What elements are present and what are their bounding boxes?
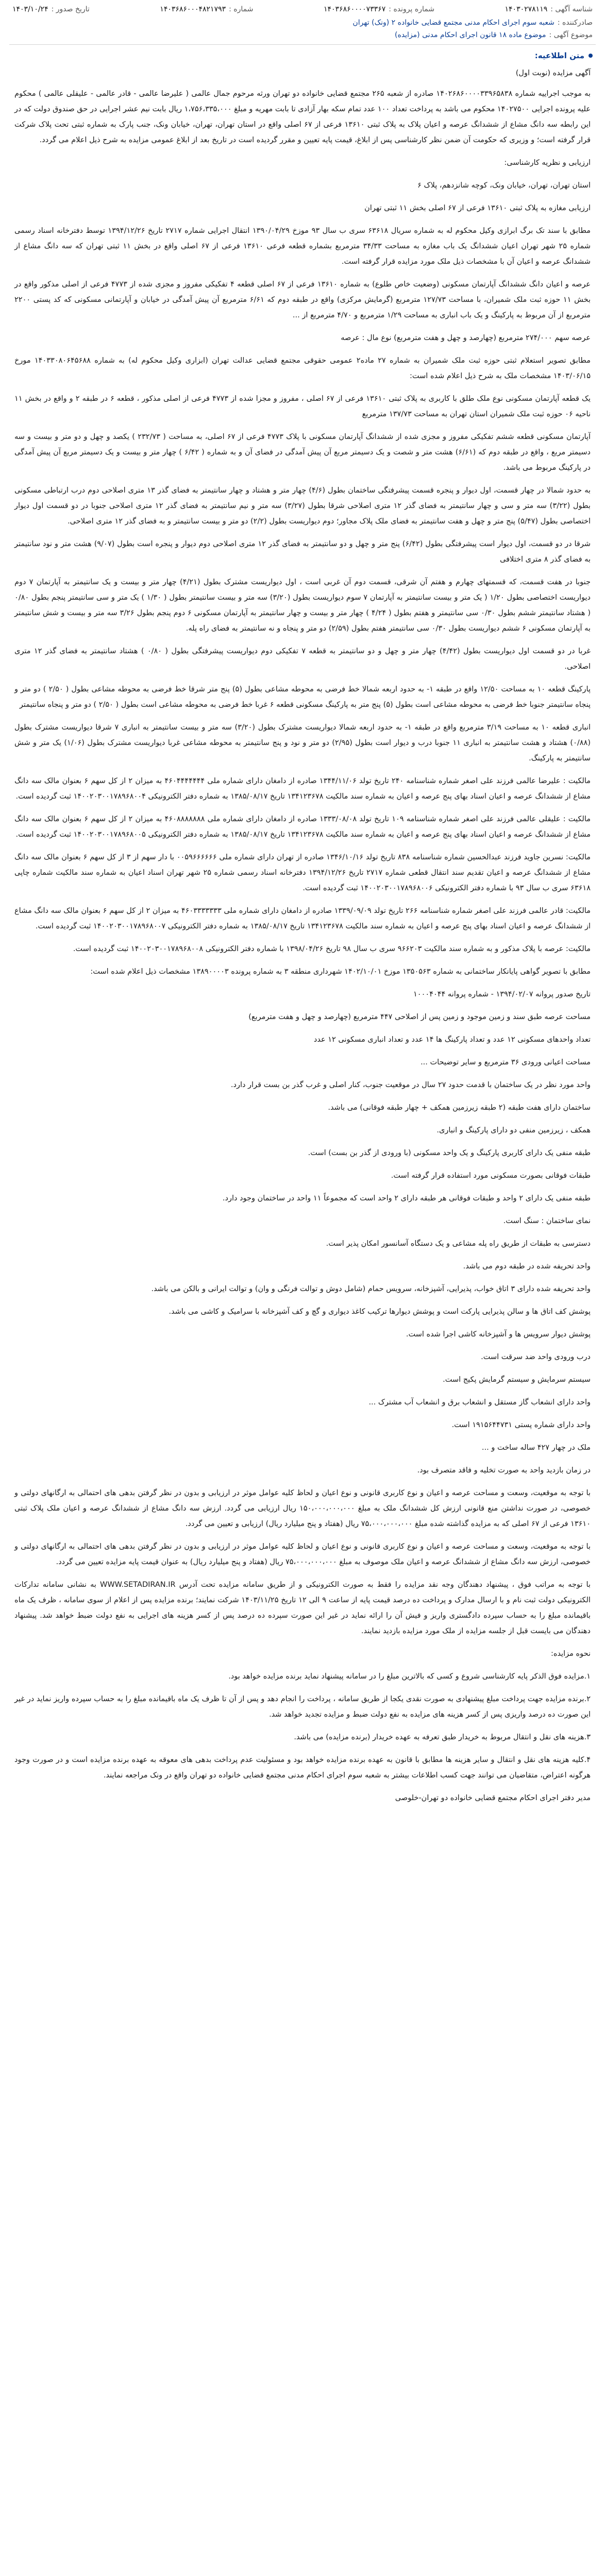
notice-id-label: شناسه آگهی :: [550, 5, 593, 13]
bullet-icon: [589, 54, 593, 58]
body-paragraph: واحد تحریفه شده در طبقه دوم می باشد.: [463, 1262, 591, 1270]
body-paragraph: طبقات فوقانی بصورت مسکونی مورد استفاده قرار گرفته است.: [391, 1172, 591, 1180]
body-paragraph: ملک در چهار ۴۲۷ ساله ساخت و ...: [481, 1444, 591, 1452]
body-paragraph: ساختمان دارای هفت طبقه (۲ طبقه زیرزمین همکف + چهار طبقه فوقانی) می باشد.: [328, 1104, 591, 1112]
ref-id-value: ۱۴۰۳۶۸۶۰۰۰۴۸۲۱۷۹۳: [160, 5, 226, 13]
body-paragraph: استان تهران، تهران، خیابان ونک، کوچه شانزدهم، پلاک ۶: [417, 181, 591, 190]
body-paragraph: تاریخ صدور پروانه ۱۳۹۴/۰۲/۰۷ - شماره پروانه ۱۰۰۰۴۰۴۴: [413, 990, 591, 998]
subject-row: [0, 29, 605, 41]
body-paragraph: مالکیت : علیقلی عالمی فرزند علی اصغر شماره شناسنامه ۱۰۹ تاریخ تولد ۱۳۳۳/۰۸/۰۸ صادره از دامغان دارای شماره ملی ۴۶۰۸۸۸۸۸۸۸ به میزان ۲ از کل سهم ۶ بعنوان مالک سه دانگ مشاع از ششدانگ عرصه و اعیان اسناد بهای پنج عرصه و اعیان به شماره سند مالکیت ۱۳۴۱۲۳۶۷۸ تاریخ ۱۳۸۵/۰۸/۱۷ به شماره دفتر الکترونیکی ۱۴۰۰۲۰۳۰۰۱۷۸۹۶۸۰۰۵ ثبت گردیده است.: [14, 815, 591, 839]
body-paragraph: مالکیت: قادر عالمی فرزند علی اصغر شماره شناسنامه ۲۶۶ تاریخ تولد ۱۳۳۹/۰۹/۰۹ صادره از دامغان دارای شماره ملی ۴۶۰۳۳۳۳۳۳۳ به میزان ۲ از کل سهم ۶ بعنوان مالک سه دانگ مشاع از ششدانگ عرصه و اعیان اسناد بهای پنج عرصه و اعیان به شماره سند مالکیت ۱۳۴۱۲۳۶۷۸ تاریخ ۱۳۸۵/۰۸/۱۷ به شماره دفتر الکترونیکی ۱۴۰۰۲۰۳۰۰۱۷۸۹۶۸۰۰۷ ثبت گردیده است.: [14, 907, 591, 930]
body-paragraph: در زمان بازدید واحد به صورت تخلیه و فاقد متصرف بود.: [417, 1466, 591, 1475]
authority-label: صادرکننده :: [557, 19, 593, 27]
body-paragraph: غربا در دو قسمت اول دیواریست بطول (۴/۴۲) چهار متر و چهل و دو سانتیمتر به قطعه ۷ تفکیکی دوم دیواریست پیشرفتگی بطول ( ۰/۸۰ ) هشتاد سانتیمتر به فضای گذر ۱۲ متری اصلاحی.: [14, 647, 591, 671]
body-paragraph: با توجه به موقعیت، وسعت و مساحت عرصه و اعیان و نوع کاربری قانونی و نوع اعیان و لحاظ کلیه عوامل موثر در ارزیابی و بدون در نظر گرفتن بدهی های احتمالی به ارگانهای دولتی و خصوصی، در صورت نداشتن منع قانونی ارزش کل ششدانگ ملک به مبلغ ۱۵۰،۰۰۰،۰۰۰،۰۰۰ ریال ارزیابی می گردد. ارزش سه دانگ مشاع از ششدانگ عرصه و اعیان ملک پلاک ثبتی ۱۳۶۱۰ فرعی از ۶۷ اصلی که به مزایده گذاشته شده مبلغ ۷۵،۰۰۰،۰۰۰،۰۰۰ ریال (هفتاد و پنج میلیارد ریال) ارزیابی و تعیین می گردد.: [14, 1489, 591, 1528]
body-paragraph: مساحت اعیانی ورودی ۳۶ مترمربع و سایر توضیحات ...: [421, 1058, 591, 1066]
body-paragraph: مطابق با تصویر گواهی پایانکار ساختمانی به شماره ۱۳۵۰۵۶۳ موزخ ۱۴۰۲/۱۰/۰۱ شهرداری منطقه ۳ به شماره پرونده ۱۳۸۹۰۰۰۰۳ مشخصات ذیل اعلام شده است:: [90, 968, 591, 976]
ref-id-label: شماره :: [229, 5, 254, 13]
body-paragraph: مساحت عرصه طبق سند و زمین موجود و زمین پس از اصلاحی ۴۴۷ مترمربع (چهارصد و چهل و هفت مترمربع): [248, 1013, 591, 1021]
file-id-label: شماره پرونده :: [389, 5, 435, 13]
body-paragraph: ارزیابی و نظریه کارشناسی:: [504, 159, 591, 167]
section-title: [0, 48, 605, 65]
body-paragraph: مالکیت: نسرین جاوید فرزند عبدالحسین شماره شناسنامه ۸۳۸ تاریخ تولد ۱۳۴۶/۱۰/۱۶ صادره از تهران دارای شماره ملی ۰۰۵۹۶۶۶۶۶۶ با دار سهم از ۳ از کل سهم ۶ بعنوان مالک سه دانگ مشاع از ششدانگ عرصه و اعیان تقدیم سند انتقال قطعی شماره ۲۷۱۷ تاریخ ۱۳۹۴/۱۲/۲۶ دفترخانه اسناد رسمی شماره ۲۵ شهر تهران اسناد اعیان به شماره سند مالکیت شماره چاپی ۶۳۶۱۸ سری ب سال ۹۳ با شماره دفتر الکترونیکی ۱۴۰۰۲۰۳۰۰۱۷۸۹۶۸۰۰۶ ثبت گردیده است.: [14, 853, 591, 892]
body-paragraph: واحد دارای انشعاب گاز مستقل و انشعاب برق و انشعاب آب مشترک ...: [368, 1398, 591, 1406]
body-paragraph: با توجه به مراتب فوق ، پیشنهاد دهندگان وجه نقد مزایده را فقط به صورت الکترونیکی و از طریق سامانه مزایده تحت آدرس WWW.SETADIRAN.IR به نشانی سامانه تدارکات الکترونیکی دولت ثبت نام و با ارسال مدارک و پرداخت ده درصد قیمت پایه از ساعت ۹ الی ۱۲ تاریخ ۱۴۰۳/۱۱/۲۵ شرکت نمایند؛ برنده مزایده پس از اعلام از سوی سامانه ، ظرف یک ماه باقیمانده مبلغ را به حساب سپرده دادگستری واریز و فیش آن را ارائه نماید در غیر این صورت سپرده ده درصد پس از کسر هزینه های اجرایی به نفع دولت ضبط خواهد شد. پیشنهاد دهندگان می بایست قبل از جلسه مزایده از ملک مورد مزایده بازدید نمایند.: [14, 1581, 591, 1635]
issue-date-value: ۱۴۰۳/۱۰/۲۴: [12, 5, 48, 13]
body-paragraph: ۴.کلیه هزینه های نقل و انتقال و سایر هزینه ها مطابق با قانون به عهده برنده مزایده خواهد بود و مسئولیت عدم پرداخت بدهی های معوقه به عهده برنده مزایده است و در صورت وجود هرگونه اعتراض، متقاضیان می توانند جهت کسب اطلاعات بیشتر به شعبه سوم اجرای احکام مدنی مجتمع قضایی خانواده دو تهران واقع در ونک مراجعه نمایند.: [14, 1756, 591, 1780]
body-paragraph: با توجه به موقعیت، وسعت و مساحت عرصه و اعیان و نوع کاربری قانونی و نوع اعیان و لحاظ کلیه عوامل موثر در ارزیابی و بدون در نظر گرفتن بدهی های احتمالی به ارگانهای دولتی و خصوصی، ارزش سه دانگ مشاع از ششدانگ عرصه و اعیان ملک موصوف به مبلغ ۷۵،۰۰۰،۰۰۰،۰۰۰ ریال (هفتاد و پنج میلیارد ریال) به عنوان قیمت پایه مزایده تعیین می گردد.: [14, 1543, 591, 1566]
body-paragraph: ۲.برنده مزایده جهت پرداخت مبلغ پیشنهادی به صورت نقدی یکجا از طریق سامانه ، پرداخت را انجام دهد و پس از آن تا ظرف یک ماه باقیمانده مبلغ را به حساب سپرده واریز نماید در غیر این صورت ده درصد واریزی پس از کسر هزینه های مزایده به نفع دولت ضبط و مزایده تجدید خواهد شد.: [14, 1695, 591, 1719]
body-paragraph: مالکیت : علیرضا عالمی فرزند علی اصغر شماره شناسنامه ۲۴۰ تاریخ تولد ۱۳۴۴/۱۱/۰۶ صادره از دامغان دارای شماره ملی ۴۶۰۴۴۴۴۴۴۴ به میزان ۲ از کل سهم ۶ بعنوان مالک سه دانگ مشاع از ششدانگ عرصه و اعیان اسناد بهای پنج عرصه و اعیان به شماره سند مالکیت ۱۳۴۱۲۳۶۷۸ تاریخ ۱۳۸۵/۰۸/۱۷ به شماره دفتر الکترونیکی ۱۴۰۰۲۰۳۰۰۱۷۸۹۶۸۰۰۴ ثبت گردیده است.: [14, 777, 591, 801]
body-paragraph: ۳.هزینه های نقل و انتقال مربوط به خریدار طبق تعرفه به عهده خریدار (برنده مزایده) می باشد.: [294, 1733, 591, 1741]
body-paragraph: مطابق با سند تک برگ ابرازی وکیل محکوم له به شماره سریال ۶۳۶۱۸ سری ب سال ۹۳ موزخ ۱۳۹۰/۰۴/۲۹ انتقال اجرایی شماره ۲۷۱۷ تاریخ ۱۳۹۴/۱۲/۲۶ توسط دفترخانه اسناد رسمی شماره ۲۵ شهر تهران اعیان ششدانگ یک باب مغازه به مساحت ۳۴/۳۳ مترمربع بشماره قطعه فرعی ۱۳۶۱۰ فرعی از ۶۷ اصلی واقع در بخش ۱۱ ثبتی تهران که سه دانگ مشاع از ششدانگ عرصه و اعیان آن با مشخصات ذیل ملک مورد مزایده قرار گرفته است.: [14, 227, 591, 266]
body-paragraph: پوشش دیوار سرویس ها و آشپزخانه کاشی اجرا شده است.: [406, 1330, 591, 1338]
notice-id-value: ۱۴۰۳۰۲۷۸۱۱۹: [505, 5, 548, 13]
body-paragraph: واحد تحریفه شده دارای ۳ اتاق خواب، پذیرایی، آشپزخانه، سرویس حمام (شامل دوش و توالت فرنگی و وان) و توالت ایرانی و بالکن می باشد.: [151, 1285, 591, 1293]
body-paragraph: شرقا در دو قسمت، اول دیوار است پیشرفتگی بطول (۶/۴۲) پنج متر و چهل و دو سانتیمتر به فضای گذر ۱۲ متری اصلاحی دوم دیوار و پنجره است بطول (۹/۰۷) هشت متر و نود سانتیمتر به فضای گذر ۸ متری اختلافی: [14, 540, 591, 564]
body-paragraph: واحد دارای شماره پستی ۱۹۱۵۶۴۴۷۳۱ است.: [451, 1421, 591, 1429]
authority-row: [0, 16, 605, 29]
body-paragraph: مطابق تصویر استعلام ثبتی حوزه ثبت ملک شمیران به شماره ۲۷ ماده۲ عمومی حقوقی مجتمع قضایی عدالت تهران (ابزاری وکیل محکوم له) به شماره ۱۴۰۳۳۰۸۰۶۴۵۶۸۸ مورخ ۱۴۰۳/۰۶/۱۵ مشخصات ملک به شرح ذیل اعلام شده است:: [14, 357, 591, 380]
body-paragraph: انباری قطعه ۱۰ به مساحت ۳/۱۹ مترمربع واقع در طبقه ۱- به حدود اربعه شمالا دیواریست مشترک بطول (۳/۲۰) سه متر و بیست سانتیمتر به انباری ۷ شرقا دیواریست مشترک بطول (۰/۸۸) هشتاد و هشت سانتیمتر به انباری ۱۱ جنوبا درب و دیوار است بطول (۲/۹۵) دو متر و نود و پنج سانتیمتر به محوطه مشاعی غربا دیواریست مشترک بطول (۱/۰۶) یک متر و شش سانتیمتر به پارکینگ.: [14, 723, 591, 762]
body-paragraph: طبقه منفی یک دارای ۲ واحد و طبقات فوقانی هر طبقه دارای ۲ واحد است که مجموعاً ۱۱ واحد در ساختمان وجود دارد.: [222, 1194, 591, 1202]
body-paragraph: طبقه منفی یک دارای کاربری پارکینگ و یک واحد مسکونی (با ورودی از گذر بن بست) است.: [308, 1149, 591, 1157]
body-paragraph: دسترسی به طبقات از طریق راه پله مشاعی و یک دستگاه آسانسور امکان پذیر است.: [326, 1240, 591, 1248]
body-paragraph: سیستم سرمایش و سیستم گرمایش پکیج است.: [443, 1376, 591, 1384]
body-paragraph: نمای ساختمان : سنگ است.: [503, 1217, 591, 1225]
section-title-text: متن اطلاعیه:: [534, 51, 584, 60]
body-paragraph: به موجب اجراییه شماره ۱۴۰۲۶۸۶۰۰۰۰۳۳۹۶۵۸۳۸ صادره از شعبه ۲۶۵ مجتمع قضایی خانواده دو تهران ورثه مرحوم جمال عالمی ( علیرضا عالمی - قادر عالمی - علیقلی عالمی ) محکوم علیه پرونده اجرایی ۱۴۰۲۷۵۰۰ محکوم می باشد به پرداخت تعداد ۱۰۰ عدد تمام سکه بهار آزادی تا بابت مهریه و مبلغ ۱،۷۵۶،۳۳۵،۰۰۰ ریال بابت نیم عشر اجرایی در حق صندوق دولت که در این رابطه سه دانگ مشاع از ششدانگ عرصه و اعیان پلاک به پلاک ثبتی ۱۳۶۱۰ فرعی از ۶۷ اصلی واقع در استان تهران، تهران، خیابان ونک، جنب پارک به شماره ثبتی تحت پلاک شرکت قرار گرفته است؛ و وزیری که حکومت آن ضمن نظر کارشناسی پس از ابلاغ، قیمت پایه تعیین و مقرر گردیده است در تاریخ بعد از ابلاغ عمومی مزایده به شرح ذیل اعلام می گردد.: [14, 90, 591, 144]
body-paragraph: همکف ، زیرزمین منفی دو دارای پارکینگ و انباری.: [436, 1126, 591, 1134]
subject-label: موضوع آگهی :: [549, 31, 593, 39]
header-divider: [9, 44, 596, 45]
body-paragraph: پارکینگ قطعه ۱۰ به مساحت ۱۲/۵۰ واقع در طبقه ۱- به حدود اربعه شمالا خط فرضی به محوطه مشاعی بطول (۵) پنج متر شرقا خط فرضی به محوطه مشاعی بطول ( ۲/۵۰ ) دو متر و پنجاه سانتیمتر جنوبا خط فرضی به محوطه مشاعی است بطول (۵) پنج متر به پارکینگ مسکونی قطعه ۶ غربا خط فرضی به محوطه مشاعی است بطول ( ۲/۵۰ ) دو متر و پنجاه سانتیمتر: [14, 685, 591, 709]
authority-value: شعبه سوم اجرای احکام مدنی مجتمع قضایی خانواده ۲ (ونک) تهران: [352, 19, 554, 27]
body-paragraph: جنوبا در هفت قسمت، که قسمتهای چهارم و هفتم آن شرقی، قسمت دوم آن غربی است ، اول دیواریست مشترک بطول (۴/۲۱) چهار متر و بیست و یک سانتیمتر به آپارتمان ۷ دوم دیواریست اختصاصی بطول ۱/۲۰ ( یک متر و بیست سانتیمتر به آپارتمان ۷ سوم دیواریست بطول (۳/۲۰) سه متر و بیست سانتیمتر بطول ( ۱/۳۰ ) یک متر و سی سانتیمتر پنجم بطول ۰/۸۰ ( هشتاد سانتیمتر ششم بطول ۰/۳۰ سی سانتیمتر و هفتم بطول ( ۴/۲۴ ) چهار متر و بیست و چهار سانتیمتر به آپارتمان مسکونی ۶ دوم پنجم بطول ۳/۲۶ سه متر و بیست و شش سانتیمتر به آپارتمان مسکونی ۶ ششم دیواریست بطول ۰/۳۰ سی سانتیمتر هفتم بطول (۲/۵۹) دو متر و پنجاه و نه سانتیمتر به فضای راه پله.: [14, 578, 591, 633]
body-paragraph: آگهی مزایده (نوبت اول): [515, 69, 591, 77]
file-id-value: ۱۴۰۳۶۸۶۰۰۰۰۷۳۳۶۷: [323, 5, 386, 13]
notice-body: [0, 65, 605, 1806]
ref-id: [160, 5, 253, 13]
body-paragraph: ارزیابی مغازه به پلاک ثبتی ۱۳۶۱۰ فرعی از ۶۷ اصلی بخش ۱۱ ثبتی تهران: [364, 204, 591, 212]
subject-value: موضوع ماده ۱۸ قانون اجرای احکام مدنی (مزایده): [395, 31, 546, 39]
body-paragraph: عرصه و اعیان دانگ ششدانگ آپارتمان مسکونی (وضعیت خاص طلوع) به شماره ۱۳۶۱۰ فرعی از ۶۷ اصلی قطعه ۴ تفکیکی مفروز و مجزی شده از ۴۷۷۳ فرعی از اصلی مذکور واقع در بخش ۱۱ حوزه ثبت ملک شمیران، با مساحت ۱۲۷/۷۳ مترمربع (گرمایش مرکزی) واقع در طبقه دوم که ۶/۶۱ مترمربع آن پیش آمدگی در خیابان و آپارتمانی مسکونی که کد پستی ۲۲۰۰ مترمربع از آن مربوط به پارکینگ و یک باب انباری به مساحت ۱/۲۹ مترمربع و ۴/۷۰ مترمربع از ...: [14, 280, 591, 319]
notice-id: [505, 5, 593, 13]
body-paragraph: نحوه مزایده:: [550, 1650, 591, 1658]
body-paragraph: یک قطعه آپارتمان مسکونی نوع ملک طلق با کاربری به پلاک ثبتی ۱۳۶۱۰ فرعی از ۶۷ اصلی ، مفروز و مجزا شده از ۴۷۷۳ فرعی از اصلی مذکور ، قطعه ۶ در طبقه ۲ و واقع در بخش ۱۱ ناحیه ۰۶ حوزه ثبت ملک شمیران استان تهران به مساحت ۱۳۷/۷۳ مترمربع: [14, 395, 591, 418]
body-paragraph: تعداد واحدهای مسکونی ۱۲ عدد و تعداد پارکینگ ها ۱۴ عدد و تعداد انباری مسکونی ۱۲ عدد: [313, 1036, 591, 1044]
body-paragraph: درب ورودی واحد ضد سرقت است.: [481, 1353, 591, 1361]
body-paragraph: واحد مورد نظر در یک ساختمان با قدمت حدود ۲۷ سال در موقعیت جنوب، کنار اصلی و غرب گذر بن بست قرار دارد.: [230, 1081, 591, 1089]
body-paragraph: ۱.مزایده فوق الذکر پایه کارشناسی شروع و کسی که بالاترین مبلغ را در سامانه پیشنهاد نماید برنده مزایده خواهد بود.: [228, 1672, 591, 1681]
body-paragraph: به حدود شمالا در چهار قسمت، اول دیوار و پنجره قسمت پیشرفتگی ساختمان بطول (۴/۶) چهار متر و هشتاد و چهار سانتیمتر به فضای گذر ۱۳ متری اصلاحی دوم درب ارتباطی مسکونی بطول (۳/۲۲) سه متر و سی و چهار سانتیمتر به فضای گذر ۱۲ متری اصلاحی شرقا بطول (۳/۲۷) سه متر و نیم سانتیمتر به فضای گذر ۱۲ متری اصلاحی جنوبا در دو قسمت اول دیوار اختصاصی بطول (۵/۴۷) پنج متر و چهل و هفت سانتیمتر به فضای ملک پلاک مجاور؛ دوم دیواریست بطول (۲/۲) دو متر و بیست سانتیمتر و به فضای گذر ۱۲ متری اصلاحی.: [14, 486, 591, 526]
body-paragraph: پوشش کف اتاق ها و سالن پذیرایی پارکت است و پوشش دیوارها ترکیب کاغذ دیواری و گچ و کف آشپزخانه با سرامیک و کاشی می باشد.: [169, 1308, 591, 1316]
body-paragraph: مدیر دفتر اجرای احکام مجتمع قضایی خانواده دو تهران-خلوصی: [395, 1794, 591, 1802]
issue-date: [12, 5, 90, 13]
body-paragraph: عرصه سهم ۲۷۴/۰۰۰ مترمربع (چهارصد و چهل و هفت مترمربع) نوع مال : عرصه: [341, 334, 591, 342]
issue-date-label: تاریخ صدور :: [51, 5, 90, 13]
header-bar: [0, 0, 605, 16]
body-paragraph: مالکیت: عرصه با پلاک مذکور و به شماره سند مالکیت ۹۶۶۲۰۳ سری ب سال ۹۸ تاریخ ۱۳۹۸/۰۴/۲۶ با شماره دفتر الکترونیکی ۱۴۰۰۲۰۳۰۰۱۷۸۹۶۸۰۰۸ ثبت گردیده است.: [73, 945, 591, 953]
body-paragraph: آپارتمان مسکونی قطعه ششم تفکیکی مفروز و مجزی شده از ششدانگ آپارتمان مسکونی با پلاک ۴۷۷۳ فرعی از ۶۷ اصلی، به مساحت ( ۲۳۲/۷۳ ) یکصد و چهل و دو متر و بیست و سه دسیمتر مربع ، واقع در طبقه دوم که (۶/۶۱) هشت متر و شصت و یک دسیمتر مربع آن پیش آمدگی در فضای آن و به شماره ( ۶/۴۲ ) چهار متر و بیست و یک دسیمتر مربع آن پیش آمدگی در پارکینگ مربوط می باشد.: [14, 433, 591, 472]
file-id: [324, 5, 434, 13]
